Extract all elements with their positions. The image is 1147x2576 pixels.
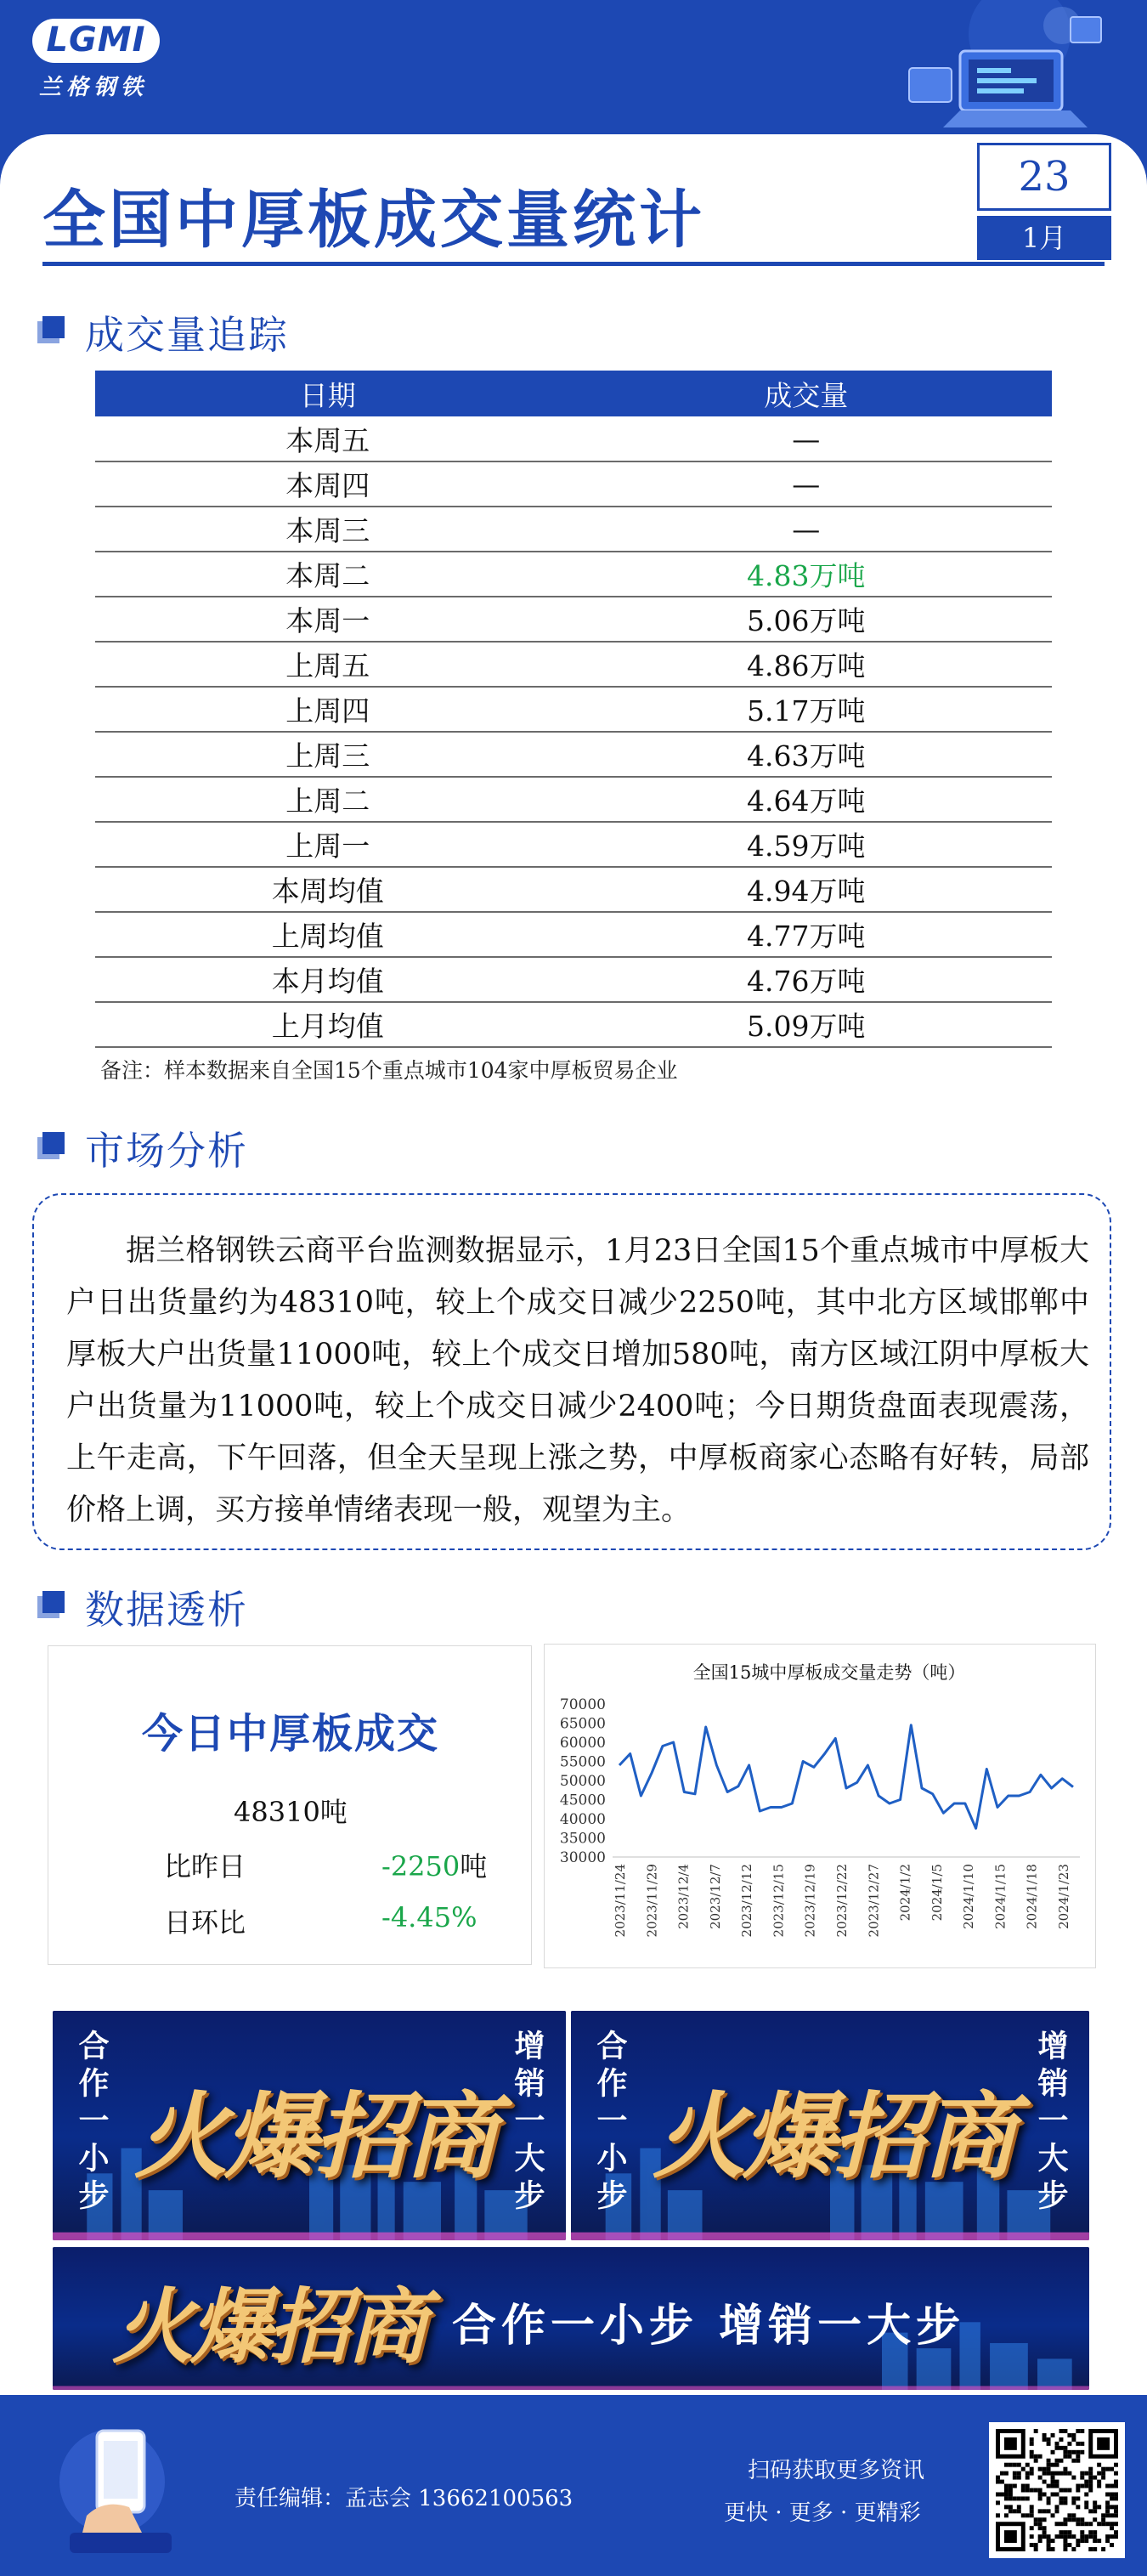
x-tick-label: 2023/12/22 bbox=[834, 1864, 850, 1938]
row-date: 上周一 bbox=[95, 822, 560, 867]
row-volume: 5.17万吨 bbox=[560, 687, 1052, 732]
y-tick-label: 55000 bbox=[559, 1753, 606, 1771]
square-bullet-icon bbox=[42, 1591, 65, 1613]
phone-hand-icon bbox=[53, 2414, 189, 2558]
promo-banner-right[interactable] bbox=[571, 2011, 1089, 2240]
logo-text: LGMI bbox=[46, 20, 146, 59]
row-date: 上周二 bbox=[95, 777, 560, 822]
row-date: 本周四 bbox=[95, 461, 560, 507]
row-volume: 4.64万吨 bbox=[560, 777, 1052, 822]
row-volume: 4.76万吨 bbox=[560, 957, 1052, 1002]
banner-side-text: 增销一大步 bbox=[1033, 2030, 1068, 2216]
volume-trend-chart bbox=[545, 1645, 1097, 1969]
table-row bbox=[95, 777, 1052, 822]
page-title: 全国中厚板成交量统计 bbox=[42, 184, 705, 257]
row-date: 本月均值 bbox=[95, 957, 560, 1002]
row-volume: — bbox=[560, 461, 1052, 507]
volume-table bbox=[95, 371, 1052, 1048]
qr-code-icon bbox=[996, 2429, 1118, 2551]
y-tick-label: 40000 bbox=[559, 1811, 606, 1828]
row-volume: — bbox=[560, 416, 1052, 461]
row-volume: 4.63万吨 bbox=[560, 732, 1052, 777]
ratio-change bbox=[381, 1901, 477, 1933]
row-date: 本周三 bbox=[95, 507, 560, 552]
ratio-value: -4.45% bbox=[381, 1901, 477, 1933]
y-tick-label: 70000 bbox=[559, 1696, 606, 1713]
x-tick-label: 2024/1/10 bbox=[961, 1864, 977, 1929]
table-row bbox=[95, 552, 1052, 597]
row-date: 上周均值 bbox=[95, 912, 560, 957]
x-tick-label: 2023/12/12 bbox=[739, 1864, 755, 1938]
table-row bbox=[95, 597, 1052, 642]
row-volume: 5.09万吨 bbox=[560, 1002, 1052, 1047]
banner-headline: 火爆招商 bbox=[653, 2081, 1013, 2191]
row-volume: 4.94万吨 bbox=[560, 867, 1052, 912]
table-row bbox=[95, 687, 1052, 732]
banner-side-text: 增销一大步 bbox=[510, 2030, 545, 2216]
promo-banner-wide[interactable] bbox=[53, 2247, 1089, 2390]
table-row bbox=[95, 461, 1052, 507]
banner-headline: 火爆招商 bbox=[134, 2081, 494, 2191]
banner-slogan: 合作一小步 增销一大步 bbox=[452, 2301, 966, 2352]
y-tick-label: 35000 bbox=[559, 1830, 606, 1848]
x-tick-label: 2024/1/18 bbox=[1024, 1864, 1040, 1929]
today-summary-panel bbox=[48, 1645, 532, 1965]
row-volume: — bbox=[560, 507, 1052, 552]
computer-illustration-icon bbox=[858, 0, 1113, 136]
square-bullet-icon bbox=[42, 316, 65, 338]
row-date: 本周一 bbox=[95, 597, 560, 642]
column-header-date: 日期 bbox=[95, 371, 560, 416]
row-date: 本周二 bbox=[95, 552, 560, 597]
square-bullet-icon bbox=[42, 1132, 65, 1154]
column-header-volume: 成交量 bbox=[560, 371, 1052, 416]
y-tick-label: 45000 bbox=[559, 1792, 606, 1809]
logo-mark bbox=[32, 19, 160, 63]
y-tick-label: 30000 bbox=[559, 1849, 606, 1866]
row-volume: 4.83万吨 bbox=[560, 552, 1052, 597]
row-date: 本周均值 bbox=[95, 867, 560, 912]
editor-credit: 责任编辑：孟志会 13662100563 bbox=[234, 2486, 574, 2511]
x-tick-label: 2024/1/2 bbox=[897, 1864, 913, 1922]
banner-side-text: 合作一小步 bbox=[592, 2030, 627, 2216]
table-row bbox=[95, 732, 1052, 777]
title-divider bbox=[42, 262, 1105, 266]
y-tick-label: 60000 bbox=[559, 1735, 606, 1752]
row-date: 上周四 bbox=[95, 687, 560, 732]
banner-side-text: 合作一小步 bbox=[74, 2030, 109, 2216]
section-title: 市场分析 bbox=[85, 1128, 248, 1174]
section-title: 数据透析 bbox=[85, 1587, 248, 1633]
scan-prompt: 扫码获取更多资讯 bbox=[748, 2458, 925, 2483]
x-tick-label: 2024/1/23 bbox=[1056, 1864, 1071, 1929]
chart-title: 全国15城中厚板成交量走势（吨） bbox=[692, 1662, 966, 1683]
date-day: 23 bbox=[977, 143, 1111, 211]
x-tick-label: 2024/1/15 bbox=[992, 1864, 1009, 1929]
series-line bbox=[619, 1725, 1073, 1829]
table-header-row bbox=[95, 371, 1052, 416]
date-month: 1月 bbox=[977, 216, 1111, 260]
x-tick-label: 2023/12/7 bbox=[707, 1864, 723, 1929]
volume-trend-chart-panel bbox=[544, 1644, 1096, 1968]
footer-tagline: 更快 · 更多 · 更精彩 bbox=[724, 2500, 921, 2526]
dod-value: -2250 bbox=[381, 1850, 460, 1882]
today-title: 今日中厚板成交 bbox=[141, 1710, 439, 1758]
row-date: 上周五 bbox=[95, 642, 560, 687]
dod-change bbox=[381, 1845, 487, 1884]
banner-headline: 火爆招商 bbox=[112, 2279, 425, 2375]
dod-unit: 吨 bbox=[460, 1850, 488, 1882]
table-row bbox=[95, 416, 1052, 461]
row-volume: 4.77万吨 bbox=[560, 912, 1052, 957]
table-note: 备注：样本数据来自全国15个重点城市104家中厚板贸易企业 bbox=[100, 1058, 678, 1083]
table-row bbox=[95, 642, 1052, 687]
row-volume: 5.06万吨 bbox=[560, 597, 1052, 642]
y-tick-label: 65000 bbox=[559, 1715, 606, 1733]
table-row bbox=[95, 507, 1052, 552]
table-row bbox=[95, 822, 1052, 867]
today-volume: 48310吨 bbox=[234, 1796, 347, 1828]
logo-subtitle: 兰格钢铁 bbox=[39, 75, 149, 100]
qr-code[interactable] bbox=[989, 2422, 1125, 2558]
market-analysis-text: 据兰格钢铁云商平台监测数据显示，1月23日全国15个重点城市中厚板大户日出货量约为48310吨，较上个成交日减少2250吨，其中北方区域邯郸中厚板大户出货量11000吨，较上个成交日增加580吨，南方区域江阴中厚板大户出货量为11000吨，较上个成交日减少2400吨；今日期货盘面表现震荡，上午走高，下午回落，但全天呈现上涨之势，中厚板商家心态略有好转，局部价格上调，买方接单情绪表现一般，观望为主。 bbox=[32, 1193, 1111, 1550]
dod-label: 比昨日 bbox=[164, 1850, 246, 1882]
y-tick-label: 50000 bbox=[559, 1773, 606, 1790]
brand-logo[interactable] bbox=[32, 19, 160, 104]
table-row bbox=[95, 1002, 1052, 1047]
row-date: 上周三 bbox=[95, 732, 560, 777]
row-date: 上月均值 bbox=[95, 1002, 560, 1047]
row-date: 本周五 bbox=[95, 416, 560, 461]
promo-banner-left[interactable] bbox=[53, 2011, 566, 2240]
table-row bbox=[95, 867, 1052, 912]
table-row bbox=[95, 957, 1052, 1002]
row-volume: 4.86万吨 bbox=[560, 642, 1052, 687]
row-volume: 4.59万吨 bbox=[560, 822, 1052, 867]
date-badge bbox=[977, 143, 1111, 260]
x-tick-label: 2023/12/27 bbox=[866, 1864, 882, 1938]
x-tick-label: 2023/12/4 bbox=[675, 1864, 692, 1929]
table-row bbox=[95, 912, 1052, 957]
section-title: 成交量追踪 bbox=[85, 312, 289, 358]
x-tick-label: 2024/1/5 bbox=[929, 1864, 945, 1922]
x-tick-label: 2023/11/24 bbox=[613, 1864, 628, 1938]
x-tick-label: 2023/12/19 bbox=[802, 1864, 818, 1938]
x-tick-label: 2023/11/29 bbox=[644, 1864, 660, 1938]
x-tick-label: 2023/12/15 bbox=[771, 1864, 787, 1938]
ratio-label: 日环比 bbox=[164, 1906, 246, 1939]
